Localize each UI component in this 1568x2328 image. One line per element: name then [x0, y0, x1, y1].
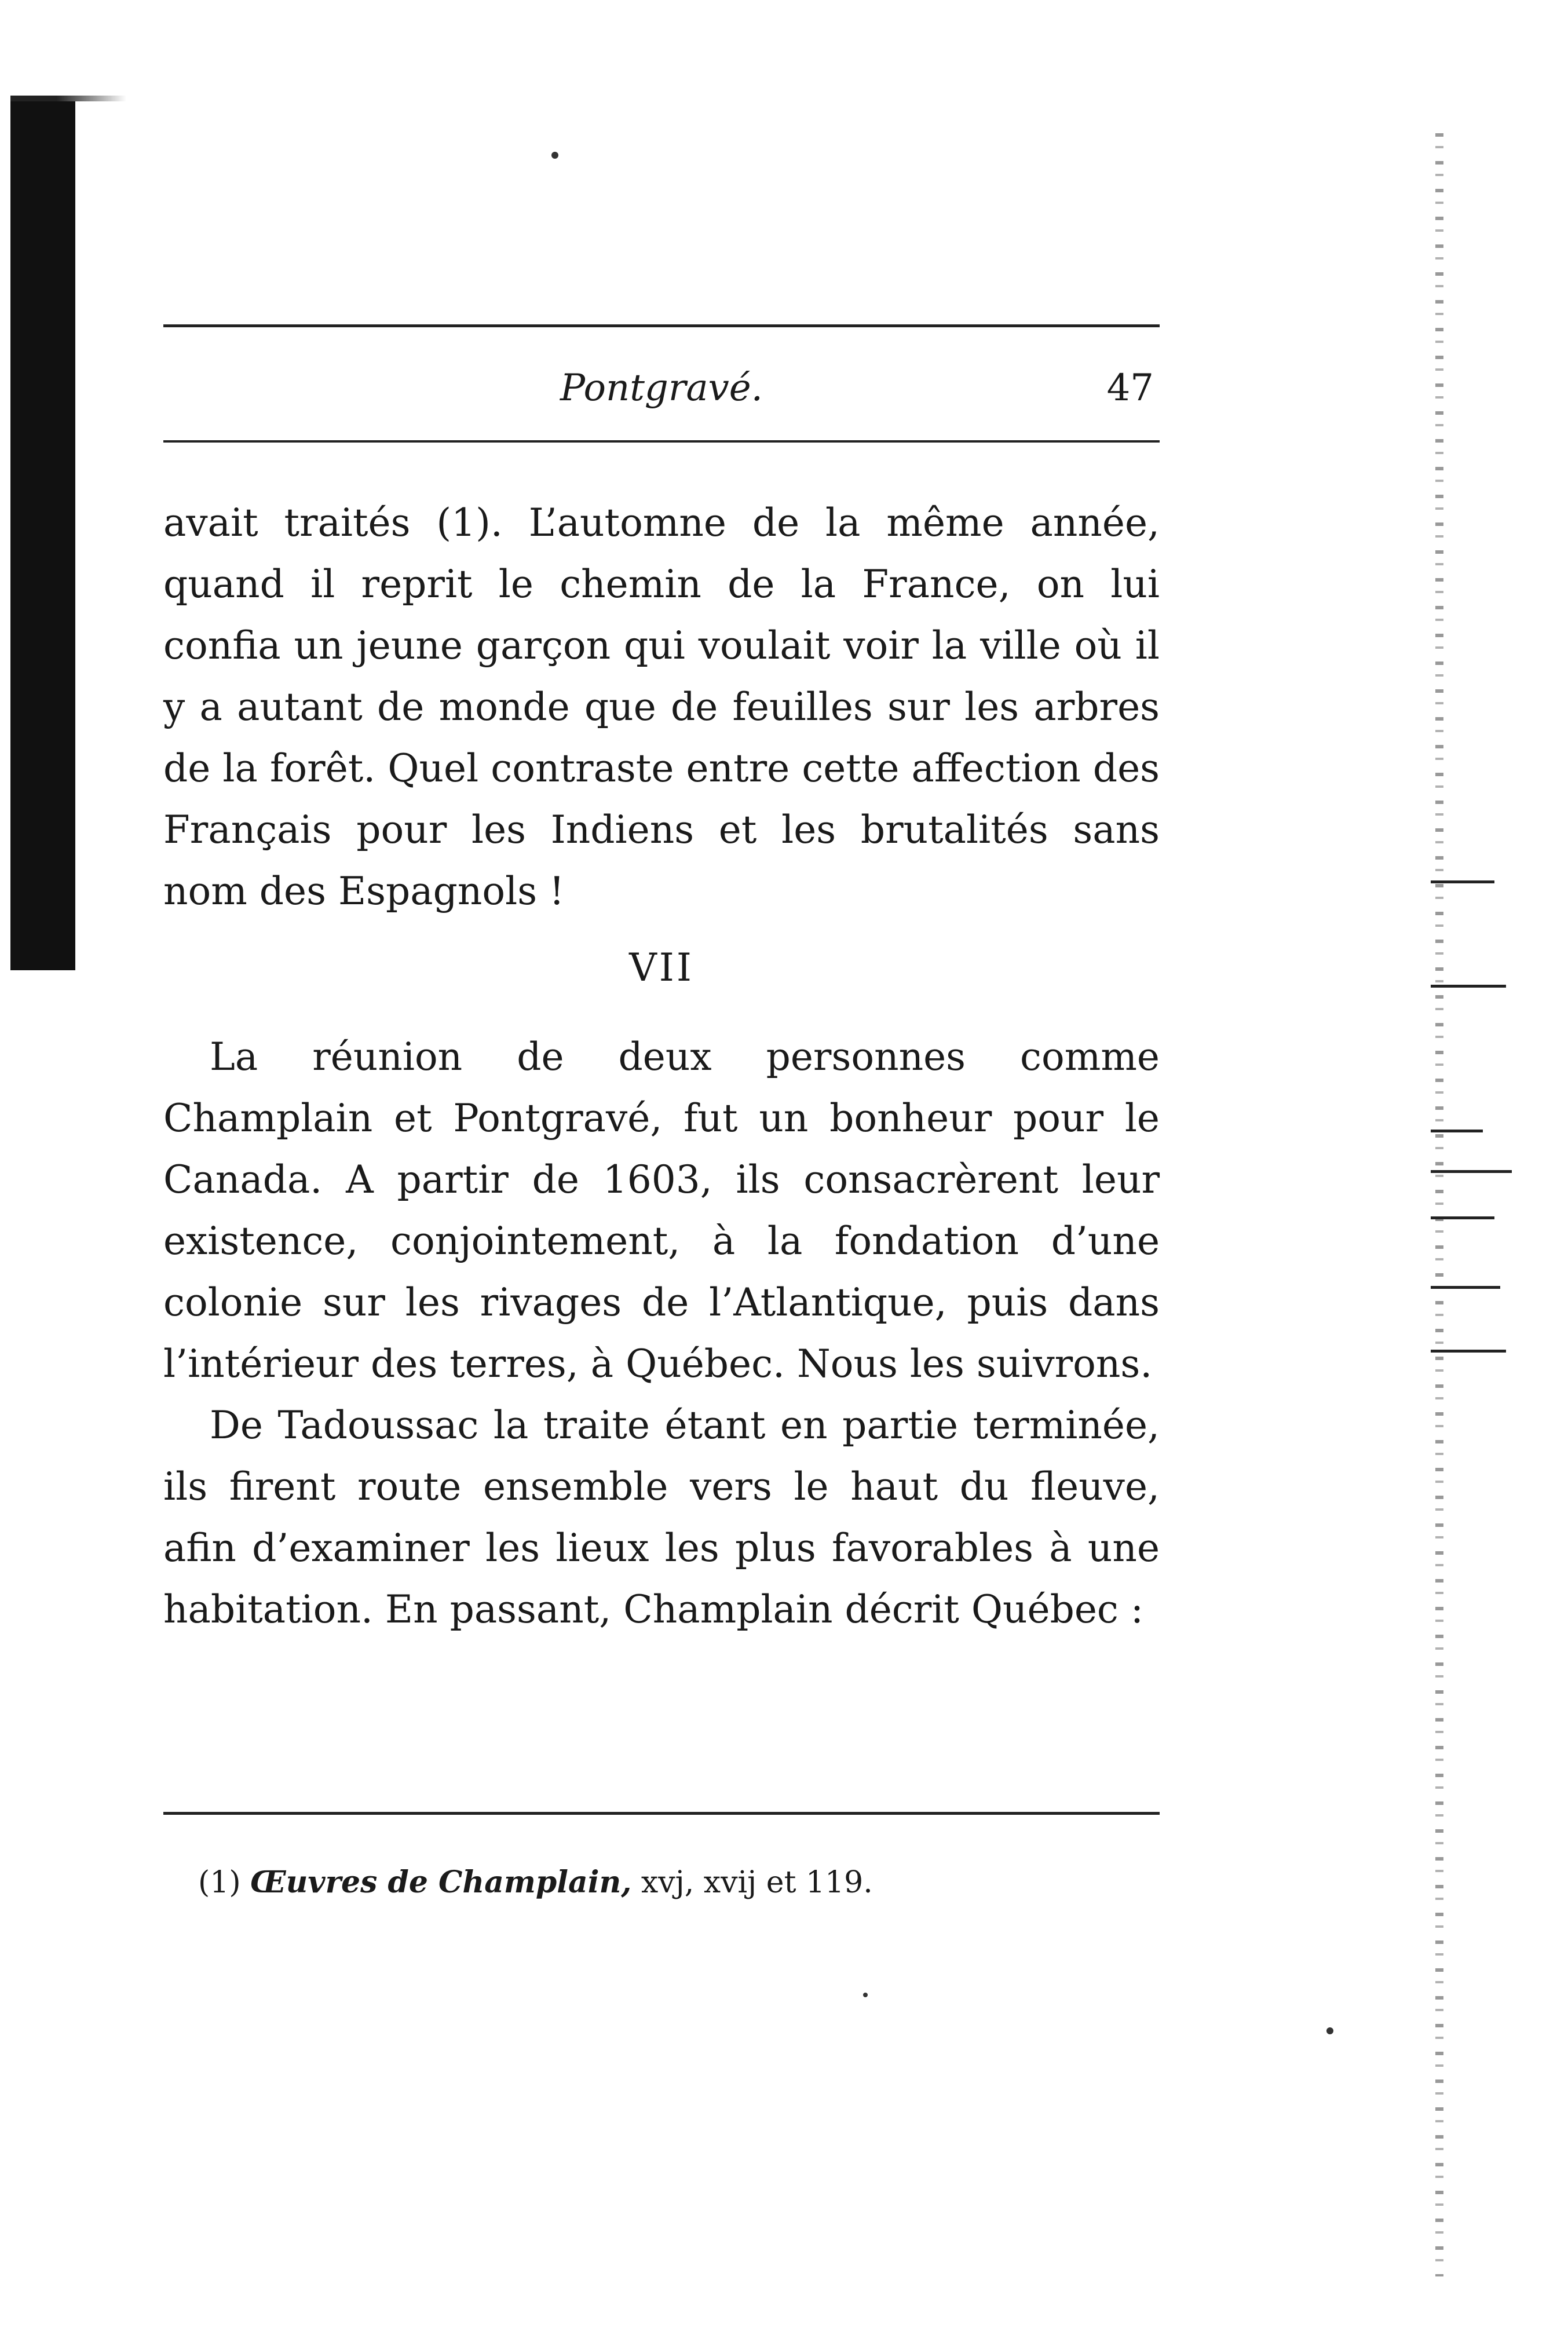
running-title: Pontgravé.	[560, 367, 763, 410]
scan-gutter-marks	[1431, 869, 1518, 1390]
body-text	[163, 492, 1160, 1640]
scan-speck	[863, 1993, 868, 1997]
scan-binding-edge	[10, 101, 75, 970]
footnote-marker: (1)	[198, 1865, 241, 1900]
footnote	[198, 1859, 1160, 1906]
section-heading: VII	[629, 945, 694, 990]
paragraph: La réunion de deux personnes comme Champlain et Pontgravé, fut un bonheur pour le Canada. A partir de 1603, ils consacrèrent leur existence, conjointement, à la fondation d’une colonie sur les rivages de l’Atlantique, puis dans l’intérieur des terres, à Québec. Nous les suivrons.	[163, 1035, 1160, 1386]
paragraph-continued: avait traités (1). L’automne de la même année, quand il reprit le chemin de la France, on lui confia un jeune garçon qui voulait voir la ville où il y a autant de monde que de feuilles sur les arbres de la forêt. Quel contraste entre cette affection des Français pour les Indiens et les brutalités sans nom des Espagnols !	[163, 500, 1160, 913]
footnote-rule	[163, 1812, 1160, 1815]
running-head	[163, 362, 1160, 414]
footnote-work-title: Œuvres de Champlain,	[250, 1865, 632, 1900]
scan-speck	[1326, 2027, 1333, 2034]
page-number: 47	[1106, 367, 1154, 410]
header-top-rule	[163, 324, 1160, 327]
scan-speck	[551, 152, 558, 159]
header-bottom-rule	[163, 440, 1160, 443]
footnote-reference: xvj, xvij et 119.	[641, 1865, 873, 1900]
paragraph: De Tadoussac la traite étant en partie terminée, ils firent route ensemble vers le haut du fleuve, afin d’examiner les lieux les plus favorables à une habitation. En passant, Champlain décrit Québec :	[163, 1403, 1160, 1632]
